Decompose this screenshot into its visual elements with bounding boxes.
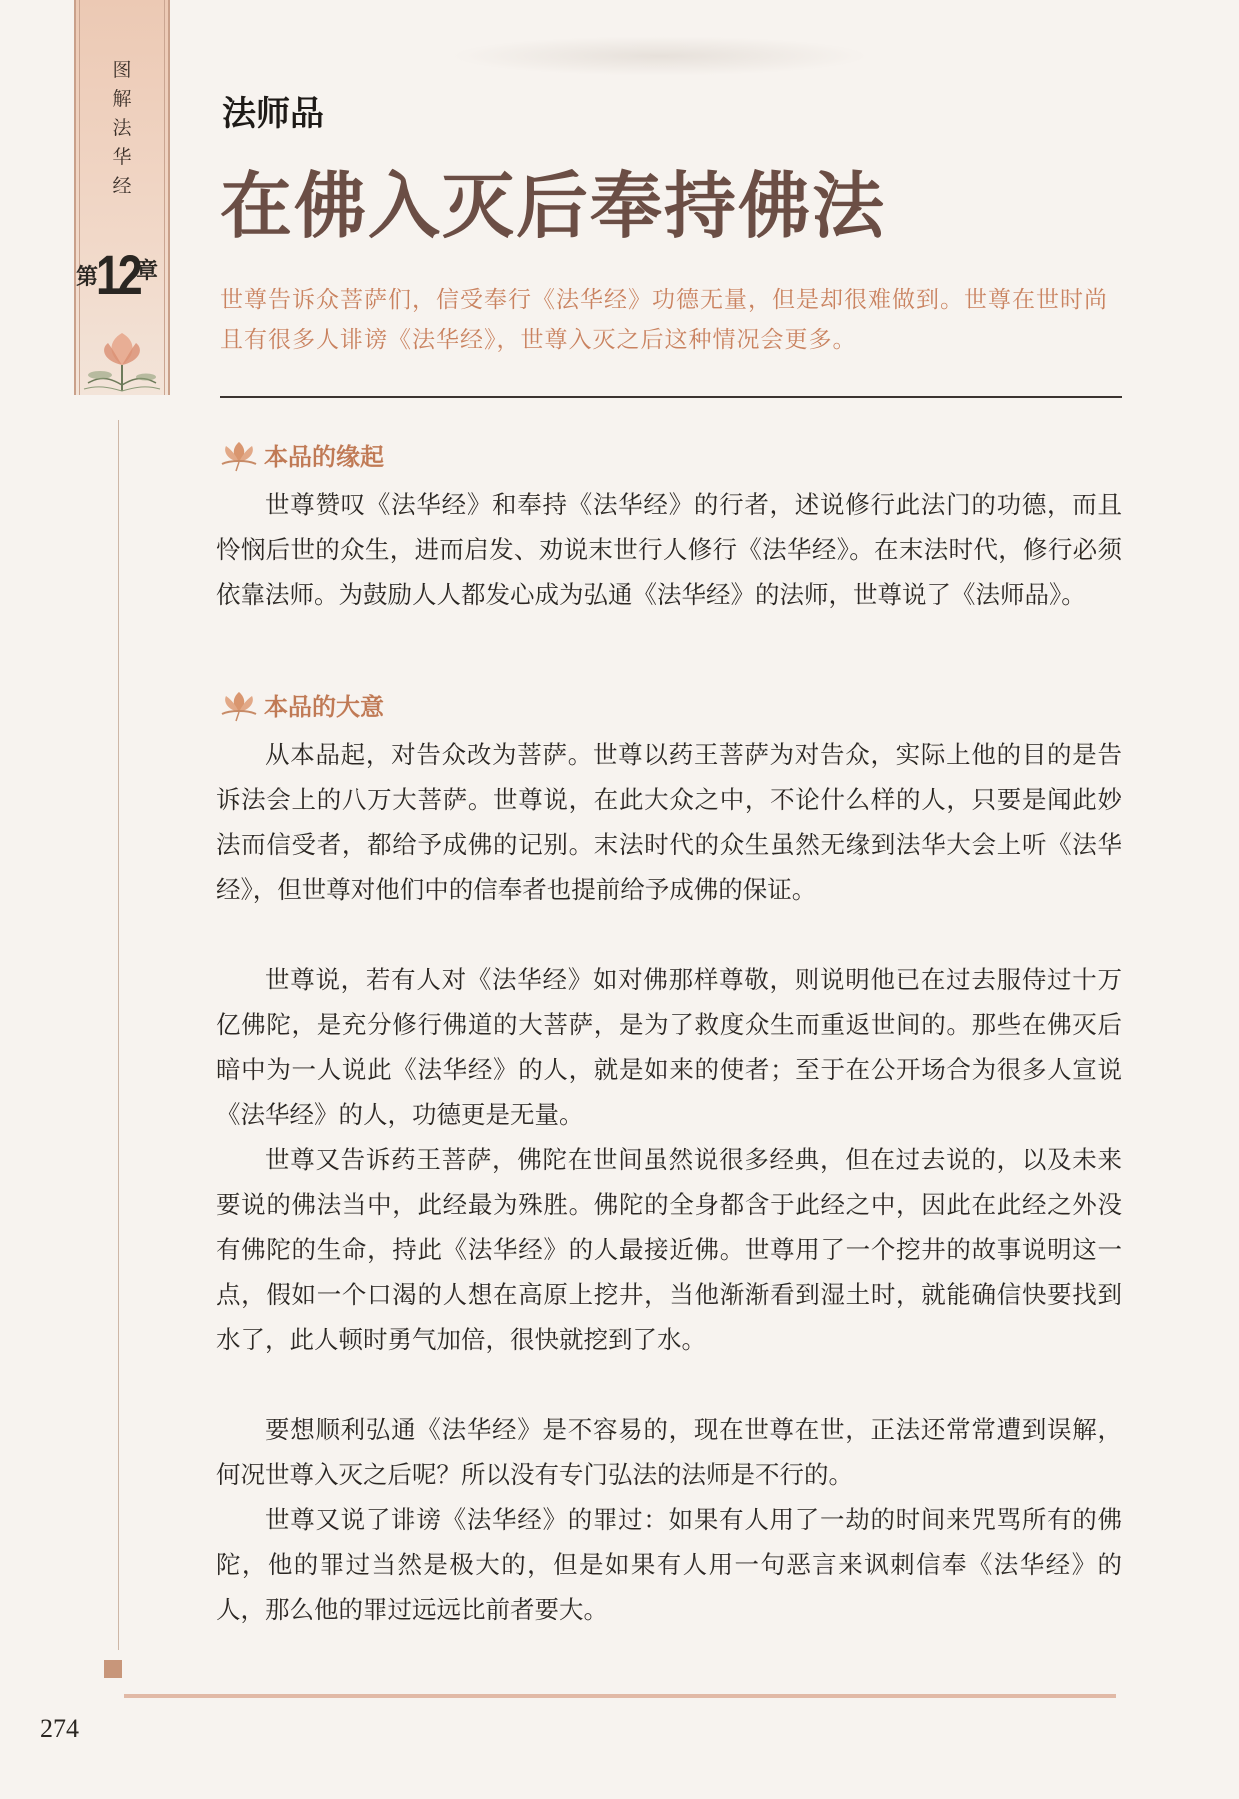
section-heading-label: 本品的大意: [264, 692, 384, 721]
paragraph: 世尊又说了诽谤《法华经》的罪过：如果有人用了一劫的时间来咒骂所有的佛陀，他的罪过当然是极大的，但是如果有人用一句恶言来讽刺信奉《法华经》的人，那么他的罪过远远比前者要大。: [216, 1505, 1122, 1624]
lotus-icon: [218, 436, 260, 472]
footer-rule: [124, 1694, 1116, 1698]
paragraph: 世尊又告诉药王菩萨，佛陀在世间虽然说很多经典，但在过去说的，以及未来要说的佛法当中，此经最为殊胜。佛陀的全身都含于此经之中，因此在此经之外没有佛陀的生命，持此《法华经》的人最接近佛。世尊用了一个挖井的故事说明这一点，假如一个口渴的人想在高原上挖井，当他渐渐看到湿土时，就能确信快要找到水了，此人顿时勇气加倍，很快就挖到了水。: [216, 1145, 1122, 1354]
header-divider: [220, 396, 1122, 398]
lotus-illustration-icon: [78, 305, 166, 393]
chapter-number: 12: [96, 243, 140, 306]
book-title-char: 解: [112, 88, 132, 110]
book-title-vertical: [102, 56, 142, 201]
chapter-intro: 世尊告诉众菩萨们，信受奉行《法华经》功德无量，但是却很难做到。世尊在世时尚且有很多人诽谤《法华经》，世尊入灭之后这种情况会更多。: [220, 287, 1108, 353]
page-title: 在佛入灭后奉持佛法: [220, 163, 887, 248]
paragraph: 从本品起，对告众改为菩萨。世尊以药王菩萨为对告众，实际上他的目的是告诉法会上的八万大菩萨。世尊说，在此大众之中，不论什么样的人，只要是闻此妙法而信受者，都给予成佛的记别。末法时代的众生虽然无缘到法华大会上听《法华经》，但世尊对他们中的信奉者也提前给予成佛的保证。: [216, 740, 1122, 904]
paragraph: 要想顺利弘通《法华经》是不容易的，现在世尊在世，正法还常常遭到误解，何况世尊入灭之后呢？所以没有专门弘法的法师是不行的。: [216, 1415, 1122, 1489]
chapter-prefix: 第: [76, 265, 99, 290]
margin-line: [118, 420, 119, 1650]
page-number: 274: [40, 1714, 79, 1743]
book-title-char: 经: [112, 175, 132, 197]
chapter-subtitle: 法师品: [222, 94, 324, 134]
chapter-label: [76, 243, 168, 306]
section-heading-summary: [218, 684, 384, 724]
footer-square-marker: [104, 1660, 122, 1678]
book-title-char: 图: [112, 59, 132, 81]
paragraph: 世尊赞叹《法华经》和奉持《法华经》的行者，述说修行此法门的功德，而且怜悯后世的众生，进而启发、劝说末世行人修行《法华经》。在末法时代，修行必须依靠法师。为鼓励人人都发心成为弘通《法华经》的法师，世尊说了《法师品》。: [216, 490, 1122, 609]
section-heading-label: 本品的缘起: [264, 442, 384, 471]
lotus-icon: [218, 686, 260, 722]
section-heading-origin: [218, 434, 384, 474]
chapter-suffix: 章: [136, 259, 159, 284]
book-title-char: 华: [112, 146, 132, 168]
header-cloud-decoration: [450, 36, 870, 76]
book-title-char: 法: [112, 117, 132, 139]
paragraph: 世尊说，若有人对《法华经》如对佛那样尊敬，则说明他已在过去服侍过十万亿佛陀，是充分修行佛道的大菩萨，是为了救度众生而重返世间的。那些在佛灭后暗中为一人说此《法华经》的人，就是如来的使者；至于在公开场合为很多人宣说《法华经》的人，功德更是无量。: [216, 965, 1122, 1129]
